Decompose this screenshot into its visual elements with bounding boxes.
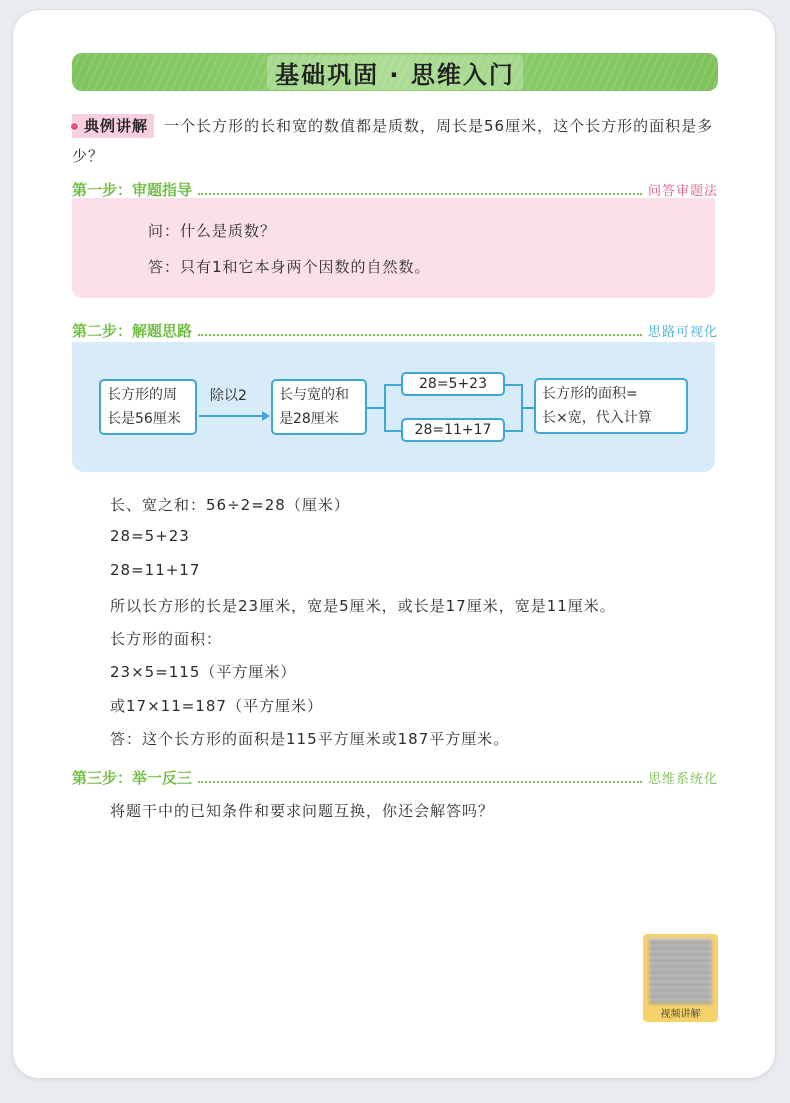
step3-dotted-line <box>198 771 642 783</box>
flow-connector-bottom-left <box>384 430 402 432</box>
flow-option-b: 28=11+17 <box>401 418 505 442</box>
step1-dotted-line <box>198 183 642 195</box>
flow-connector-v1 <box>384 384 386 432</box>
step1-tag: 问答审题法 <box>647 183 718 199</box>
step2-label: 第二步：解题思路 <box>72 321 193 340</box>
example-tag-label: 典例讲解 <box>84 117 149 135</box>
flow-box-sum-line2: 是28厘米 <box>279 411 339 427</box>
flow-option-a: 28=5+23 <box>401 372 505 396</box>
step3-text: 将题干中的已知条件和要求问题互换，你还会解答吗？ <box>110 802 495 820</box>
solution-line-5: 长方形的面积： <box>110 630 223 648</box>
flow-box-area-line2: 长×宽，代入计算 <box>542 410 652 426</box>
step3-tag: 思维系统化 <box>647 771 718 787</box>
flow-box-perimeter-line2: 长是56厘米 <box>107 411 181 427</box>
flow-arrow-line <box>199 415 263 417</box>
flow-box-area-line1: 长方形的面积= <box>542 386 638 402</box>
solution-line-6: 23×5=115（平方厘米） <box>110 663 297 681</box>
solution-line-4: 所以长方形的长是23厘米，宽是5厘米，或长是17厘米，宽是11厘米。 <box>110 597 616 615</box>
section-banner <box>72 53 718 91</box>
flow-connector-top-left <box>384 384 402 386</box>
banner-title: 基础巩固 · 思维入门 <box>267 55 523 90</box>
flow-box-sum-line1: 长与宽的和 <box>279 387 349 403</box>
tag-dot-icon <box>70 122 79 131</box>
step3-label: 第三步：举一反三 <box>72 768 193 787</box>
flow-arrow-label: 除以2 <box>210 388 247 404</box>
step2-tag: 思路可视化 <box>647 324 718 340</box>
step1-label: 第一步：审题指导 <box>72 180 193 199</box>
step2-dotted-line <box>198 324 642 336</box>
step2-flowchart <box>72 342 715 472</box>
step2-header <box>72 319 718 341</box>
step1-box <box>72 198 715 298</box>
step1-question: 问：什么是质数？ <box>148 222 277 240</box>
step1-header <box>72 178 718 200</box>
video-qr-code[interactable] <box>643 934 718 1022</box>
flow-connector-h1 <box>367 407 385 409</box>
solution-line-1: 长、宽之和：56÷2=28（厘米） <box>110 496 350 514</box>
solution-line-2: 28=5+23 <box>110 527 190 545</box>
example-text: 一个长方形的长和宽的数值都是质数，周长是56厘米，这个长方形的面积是多少？ <box>72 117 714 165</box>
flow-box-perimeter-line1: 长方形的周 <box>107 387 177 403</box>
qr-label: 视频讲解 <box>660 1009 701 1020</box>
step3-header <box>72 766 718 788</box>
solution-line-3: 28=11+17 <box>110 561 201 579</box>
flow-box-perimeter <box>99 379 197 435</box>
step1-answer: 答：只有1和它本身两个因数的自然数。 <box>148 258 431 276</box>
arrow-right-icon <box>262 411 270 421</box>
example-problem <box>72 111 722 171</box>
flow-box-area <box>534 378 688 434</box>
flow-box-sum <box>271 379 367 435</box>
flow-connector-h2 <box>521 407 535 409</box>
qr-code-icon <box>649 938 712 1004</box>
solution-line-7: 或17×11=187（平方厘米） <box>110 697 323 715</box>
example-tag <box>72 114 154 138</box>
solution-line-8: 答：这个长方形的面积是115平方厘米或187平方厘米。 <box>110 730 510 748</box>
